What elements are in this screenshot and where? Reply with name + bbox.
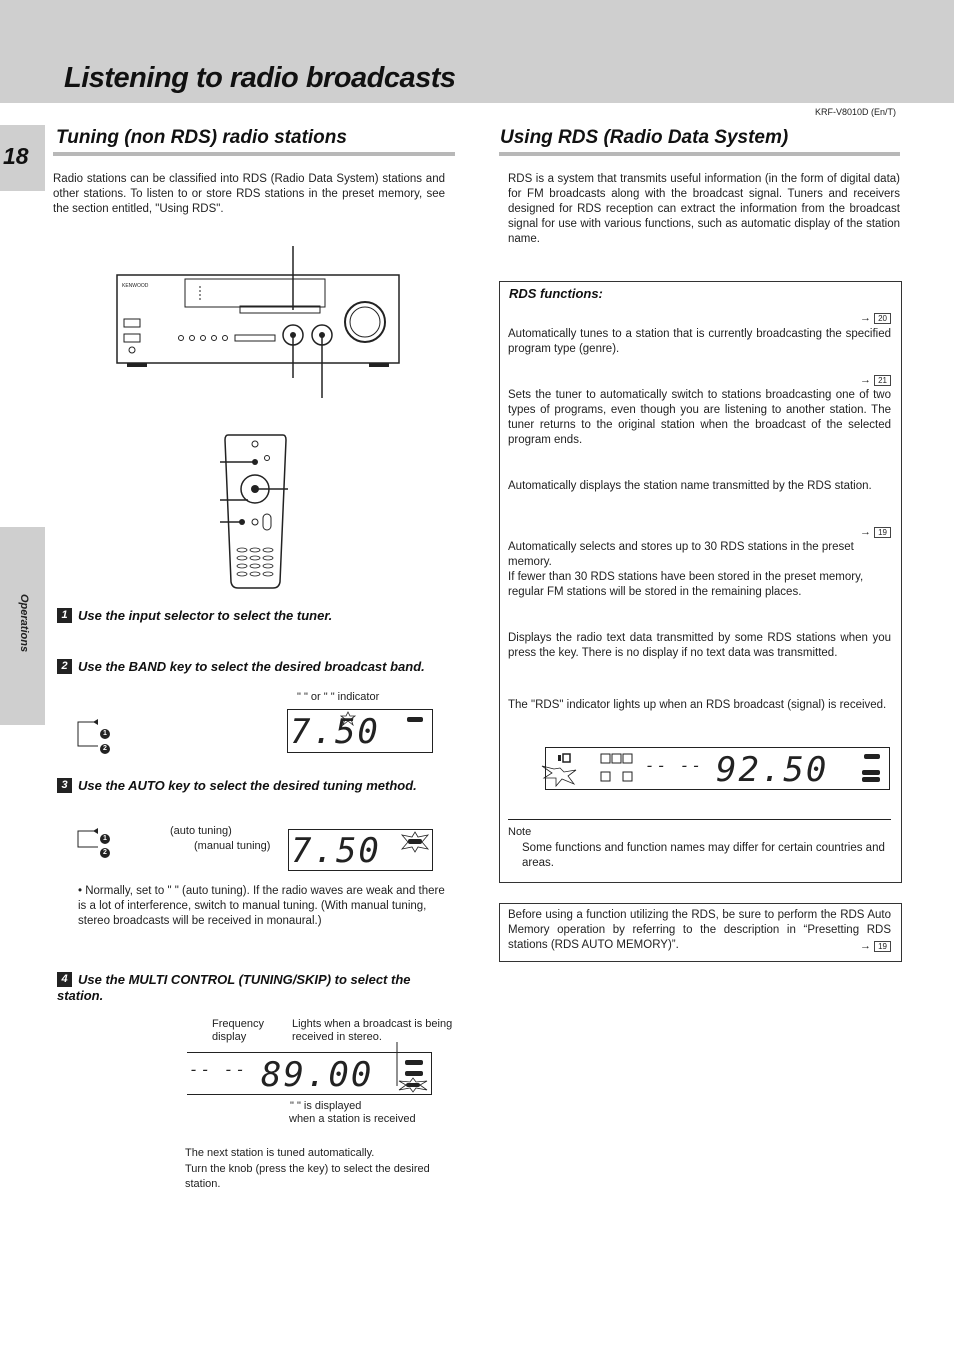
circle-1-auto: 1	[100, 834, 110, 844]
step-3-text: Use the AUTO key to select the desired tuning method.	[78, 778, 417, 793]
rds-function-6: The "RDS" indicator lights up when an RDS broadcast (signal) is received.	[508, 699, 887, 711]
lcd-rds	[545, 747, 890, 790]
band-indicator-label: " " or " " indicator	[297, 691, 380, 703]
ref-1-page: 20	[874, 313, 891, 324]
lcd-freq-indicator-1	[405, 1060, 423, 1065]
ref-4: → 19	[860, 526, 891, 539]
before-ref-page: 19	[874, 941, 891, 952]
step-4-number: 4	[57, 972, 72, 987]
bracket-arrow-icon-2	[76, 825, 100, 849]
svg-text:KENWOOD: KENWOOD	[122, 283, 149, 289]
before-ref: → 19	[860, 940, 891, 953]
bullet-note: • Normally, set to " " (auto tuning). If the radio waves are weak and there is a lot of interference, switch to manual tuning. (With manual tuning, stereo broadcasts will be received in monaural.)	[78, 885, 445, 927]
before-text: Before using a function utilizing the RDS, be sure to perform the RDS Auto Memory operation by referring to the description in “Presetting RDS stations (RDS AUTO MEMORY)”.	[508, 909, 891, 951]
rds-function-4: Automatically selects and stores up to 30 RDS stations in the preset memory. If fewer than 30 RDS stations have been stored in the preset memory, regular FM stations will be stored in the remaining places.	[508, 541, 864, 598]
receiver-illustration	[115, 244, 405, 400]
rds-functions-title: RDS functions:	[509, 286, 603, 301]
step-2-number: 2	[57, 659, 72, 674]
page-title: Listening to radio broadcasts	[64, 62, 456, 94]
step-4	[57, 972, 437, 1004]
step-2-text: Use the BAND key to select the desired broadcast band.	[78, 659, 425, 674]
displayed-label-2: when a station is received	[289, 1113, 416, 1125]
lcd-rds-indicator-2	[862, 770, 880, 775]
left-heading-rule	[53, 152, 455, 156]
page-number: 18	[3, 143, 29, 169]
bullet-note-text: Normally, set to " " (auto tuning). If the radio waves are weak and there is a lot of interference, switch to manual tuning. (With manual tuning, stereo broadcasts will be received in monaural.)	[78, 885, 445, 927]
step-3-number: 3	[57, 778, 72, 793]
step-1-number: 1	[57, 608, 72, 623]
rds-function-5: Displays the radio text data transmitted by some RDS stations when you press the key. There is no display if no text data was transmitted.	[508, 632, 891, 659]
circle-1: 1	[100, 729, 110, 739]
lcd-rds-dashes: -- --	[645, 756, 704, 775]
remote-illustration	[218, 432, 298, 592]
right-intro: RDS is a system that transmits useful information (in the form of digital data) for FM broadcasts along with the broadcast signal. Tuners and receivers designed for RDS reception can extract the information from the broadcast signal for use with various functions, such as automatic display of the station name.	[508, 173, 900, 245]
ref-4-page: 19	[874, 527, 891, 538]
right-heading-rule	[499, 152, 900, 156]
model-number: KRF-V8010D (En/T)	[815, 107, 897, 117]
lcd-freq-digits: 89.00	[261, 1055, 374, 1095]
lcd-band-indicator	[407, 717, 423, 722]
freq-label: Frequency display	[212, 1018, 264, 1043]
circle-2: 2	[100, 744, 110, 754]
lcd-band-digits: 7.50	[290, 712, 380, 752]
circle-2-manual: 2	[100, 848, 110, 858]
ref-1: → 20	[860, 312, 891, 325]
manual-tuning-label: (manual tuning)	[194, 840, 271, 852]
star-burst-icon	[340, 711, 356, 727]
step-1-text: Use the input selector to select the tuner.	[78, 608, 333, 623]
next-station-text: The next station is tuned automatically.	[185, 1147, 375, 1159]
rds-function-2: Sets the tuner to automatically switch to stations broadcasting one of two types of programs, even though you are listening to another station. The tuner returns to the original station when the broadcast of the selected program ends.	[508, 389, 891, 446]
lcd-rds-digits: 92.50	[716, 750, 829, 790]
turn-knob-text: Turn the knob (press the key) to select the desired station.	[185, 1163, 430, 1190]
note-rule	[508, 819, 891, 820]
rds-indicator-icons	[538, 750, 643, 788]
lcd-rds-indicator-1	[864, 754, 880, 759]
lcd-band	[287, 709, 433, 753]
stereo-pointer	[395, 1042, 405, 1092]
right-heading: Using RDS (Radio Data System)	[500, 127, 789, 148]
lcd-freq-dashes: -- --	[189, 1060, 248, 1079]
left-heading: Tuning (non RDS) radio stations	[56, 127, 347, 148]
lcd-freq-indicator-2	[405, 1071, 423, 1076]
displayed-label-1: " " is displayed	[290, 1100, 362, 1112]
auto-tuning-label: (auto tuning)	[170, 825, 232, 837]
ref-2-page: 21	[874, 375, 891, 386]
step-2	[57, 659, 457, 675]
bracket-arrow-icon	[76, 716, 100, 748]
note-text: Some functions and function names may differ for certain countries and areas.	[522, 842, 885, 869]
step-4-text: Use the MULTI CONTROL (TUNING/SKIP) to select the station.	[57, 972, 411, 1003]
stereo-label: Lights when a broadcast is being received in stereo.	[292, 1018, 453, 1043]
ref-2: → 21	[860, 374, 891, 387]
lcd-auto	[288, 829, 433, 871]
star-burst-icon-auto	[400, 831, 430, 853]
left-intro: Radio stations can be classified into RDS (Radio Data System) stations and other stations. To listen to or store RDS stations in the preset memory, see the section entitled, "Using RDS".	[53, 173, 445, 215]
rds-function-1: Automatically tunes to a station that is currently broadcasting the specified program type (genre).	[508, 328, 891, 355]
rds-function-3: Automatically displays the station name transmitted by the RDS station.	[508, 480, 872, 492]
step-1	[57, 608, 457, 624]
side-tab-label: Operations	[18, 594, 30, 653]
note-title: Note	[508, 826, 532, 838]
lcd-auto-digits: 7.50	[291, 831, 381, 871]
step-3	[57, 778, 457, 794]
lcd-rds-indicator-3	[862, 777, 880, 782]
